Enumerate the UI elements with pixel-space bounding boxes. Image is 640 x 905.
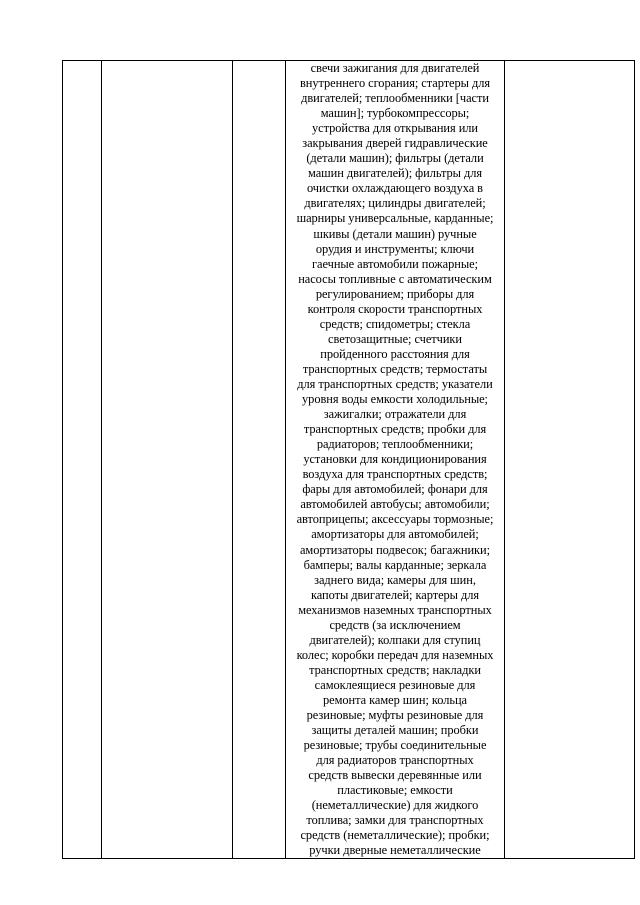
goods-line: ремонта камер шин; кольца (323, 692, 467, 707)
goods-line: защиты деталей машин; пробки (311, 723, 479, 738)
goods-line: резиновые; трубы соединительные (303, 738, 487, 753)
number-cell (63, 61, 102, 859)
goods-line: орудия и инструменты; ключи (315, 241, 475, 256)
goods-line: транспортных средств; накладки (309, 662, 481, 677)
goods-line: для радиаторов транспортных (316, 753, 474, 768)
goods-line: воздуха для транспортных средств; (302, 467, 488, 482)
goods-line: механизмов наземных транспортных (298, 602, 492, 617)
goods-line: зажигалки; отражатели для (323, 407, 467, 422)
goods-line: регулированием; приборы для (315, 286, 475, 301)
goods-line: уровня воды емкости холодильные; (302, 392, 488, 407)
goods-line: устройства для открывания или (312, 121, 478, 136)
goods-line: машин двигателей); фильтры для (308, 166, 482, 181)
goods-line: топлива; замки для транспортных (306, 813, 484, 828)
goods-line: для транспортных средств; указатели (297, 376, 493, 391)
goods-line: свечи зажигания для двигателей (310, 61, 480, 75)
goods-table (62, 60, 635, 859)
goods-line: средств (за исключением (329, 617, 461, 632)
goods-line: гаечные автомобили пожарные; (312, 256, 478, 271)
goods-line: радиаторов; теплообменники; (316, 437, 474, 452)
goods-line: амортизаторы для автомобилей; (311, 527, 479, 542)
goods-line: (неметаллические) для жидкого (311, 798, 479, 813)
goods-line: шарниры универсальные, карданные; (296, 211, 494, 226)
goods-line: колес; коробки передач для наземных (296, 647, 494, 662)
table-row (63, 61, 635, 859)
goods-line: двигателей); колпаки для ступиц (309, 632, 481, 647)
goods-line: двигателей; теплообменники [части (301, 91, 489, 106)
goods-line: ручки дверные неметаллические (309, 843, 481, 858)
goods-line: установки для кондиционирования (303, 452, 487, 467)
goods-line: автоприцепы; аксессуары тормозные; (296, 512, 494, 527)
notes-cell (505, 61, 635, 859)
goods-line: шкивы (детали машин) ручные (313, 226, 477, 241)
goods-line: очистки охлаждающего воздуха в (306, 181, 483, 196)
class-cell (233, 61, 286, 859)
goods-line: самоклеящиеся резиновые для (314, 677, 476, 692)
goods-line: средств вывески деревянные или (308, 768, 482, 783)
goods-line: насосы топливные с автоматическим (298, 271, 492, 286)
goods-line: средств (неметаллические); пробки; (300, 828, 490, 843)
goods-list-cell (286, 61, 505, 859)
goods-line: пластиковые; емкости (337, 783, 453, 798)
goods-line: внутреннего сгорания; стартеры для (299, 76, 491, 91)
goods-line: контроля скорости транспортных (307, 301, 483, 316)
goods-line: резиновые; муфты резиновые для (306, 708, 484, 723)
goods-line: бамперы; валы карданные; зеркала (303, 557, 487, 572)
goods-line: средств; спидометры; стекла (319, 316, 471, 331)
goods-line: закрывания дверей гидравлические (302, 136, 488, 151)
goods-line: транспортных средств; термостаты (302, 361, 488, 376)
goods-line: машин]; турбокомпрессоры; (320, 106, 470, 121)
goods-line: двигателях; цилиндры двигателей; (304, 196, 486, 211)
goods-line: автомобилей автобусы; автомобили; (300, 497, 490, 512)
goods-line: заднего вида; камеры для шин, (314, 572, 476, 587)
applicant-cell (102, 61, 233, 859)
goods-line: амортизаторы подвесок; багажники; (299, 542, 491, 557)
goods-line: транспортных средств; пробки для (303, 422, 487, 437)
goods-line: капоты двигателей; картеры для (310, 587, 480, 602)
goods-line: (детали машин); фильтры (детали (306, 151, 484, 166)
goods-line: светозащитные; счетчики (328, 331, 462, 346)
goods-line: фары для автомобилей; фонари для (302, 482, 488, 497)
goods-line: пройденного расстояния для (320, 346, 470, 361)
